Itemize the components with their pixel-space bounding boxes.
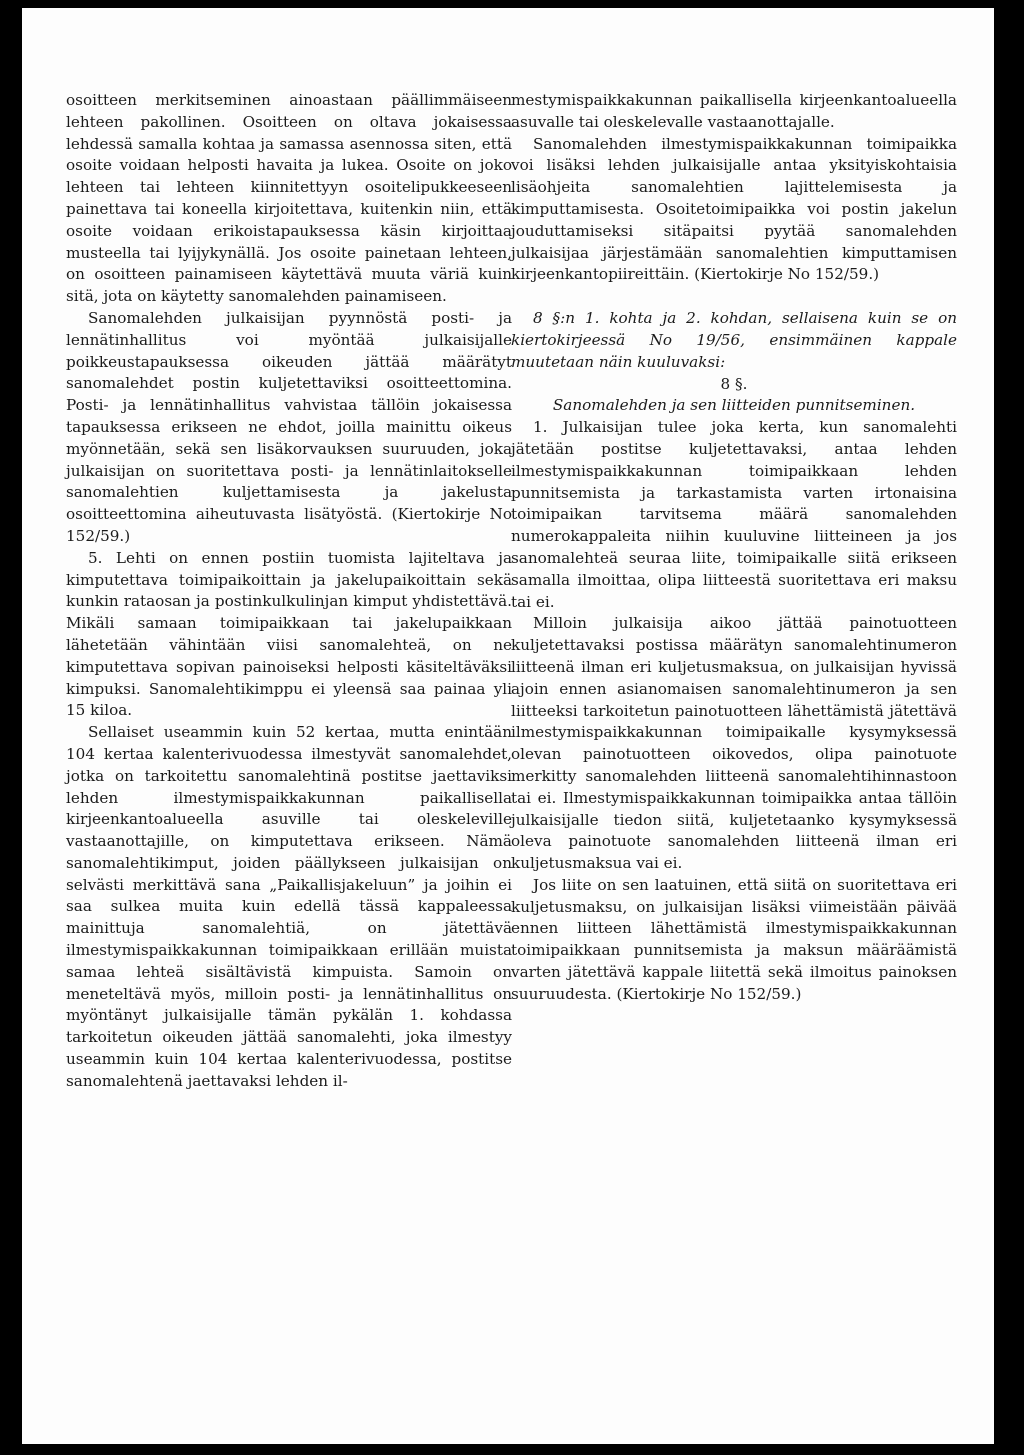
paragraph: osoitteen merkitseminen ainoastaan päällimmäiseen lehteen pakollinen. Osoitteen on oltava jokaisessa lehdessä samalla kohtaa ja samassa asennossa siten, että osoite voidaan helposti havaita ja lukea. Osoite on joko lehteen tai lehteen kiinnitettyyn osoitelipukkeeseen painettava tai koneella kirjoitettava, kuitenkin niin, että osoite voidaan erikoistapauksessa käsin kirjoittaa musteella tai lyijykynällä. Jos osoite painetaan lehteen, on osoitteen painamiseen käytettävä muuta väriä kuin sitä, jota on käytetty sanomalehden painamiseen. (66, 91, 512, 306)
section-number: 8 §. (720, 374, 748, 393)
right-column (511, 90, 957, 1006)
paragraph: Sanomalehden ilmestymispaikkakunnan toimipaikka voi lisäksi lehden julkaisijalle antaa yksityiskohtaisia lisäohjeita sanomalehtien lajittelemisesta ja kimputtamisesta. Osoitetoimipaikka voi postin jakelun jouduttamiseksi sitäpaitsi pyytää sanomalehden julkaisijaa järjestämään sanomalehtien kimputtamisen kirjeenkantopiireittäin. (Kiertokirje No 152/59.) (511, 134, 957, 284)
paragraph: Sanomalehden julkaisijan pyynnöstä posti- ja lennätinhallitus voi myöntää julkaisijalle poikkeustapauksessa oikeuden jättää määrätyt sanomalehdet postin kuljetettaviksi osoitteettomina. Posti- ja lennätinhallitus vahvistaa tällöin jokaisessa tapauksessa erikseen ne ehdot, joilla mainittu oikeus myönnetään, sekä sen lisäkorvauksen suuruuden, joka julkaisijan on suoritettava posti- ja lennätinlaitokselle sanomalehtien kuljettamisesta ja jakelusta osoitteettomina aiheutuvasta lisätyöstä. (Kiertokirje No 152/59.) (66, 308, 512, 545)
paragraph: Jos liite on sen laatuinen, että siitä on suoritettava eri kuljetusmaksu, on julkaisijan lisäksi viimeistään päivää ennen liitteen lähettämistä ilmestymispaikkakunnan toimipaikkaan punnitsemista ja maksun määräämistä varten jätettävä kappale liitettä sekä ilmoitus painoksen suuruudesta. (Kiertokirje No 152/59.) (511, 875, 957, 1003)
left-column (66, 90, 512, 1093)
paragraph: 1. Julkaisijan tulee joka kerta, kun sanomalehti jätetään postitse kuljetettavaksi, antaa lehden ilmestymispaikkakunnan toimipaikkaan lehden punnitsemista ja tarkastamista varten irtonaisina toimipaikan tarvitsema määrä sanomalehden numerokappaleita niihin kuuluvine liitteineen ja jos sanomalehteä seuraa liite, toimipaikalle siitä erikseen samalla ilmoittaa, olipa liitteestä suoritettava eri maksu tai ei. (511, 418, 957, 611)
amendment-note: 8 §:n 1. kohta ja 2. kohdan, sellaisena kuin se on kiertokirjeessä No 19/56, ensimmäinen kappale muutetaan näin kuuluvaksi: (511, 309, 957, 371)
paragraph: Sellaiset useammin kuin 52 kertaa, mutta enintään 104 kertaa kalenterivuodessa ilmestyvät sanomalehdet, jotka on tarkoitettu sanomalehtinä postitse jaettaviksi lehden ilmestymispaikkakunnan paikallisella kirjeenkantoalueella asuville tai oleskeleville vastaanottajille, on kimputettava erikseen. Nämä sanomalehtikimput, joiden päällykseen julkaisijan on selvästi merkittävä sana „Paikallisjakeluun” ja joihin ei saa sulkea muita kuin edellä tässä kappaleessa mainittuja sanomalehtiä, on jätettävä ilmestymispaikkakunnan toimipaikkaan erillään muista samaa lehteä sisältävistä kimpuista. Samoin on meneteltävä myös, milloin posti- ja lennätinhallitus on myöntänyt julkaisijalle tämän pykälän 1. kohdassa tarkoitetun oikeuden jättää sanomalehti, joka ilmestyy useammin kuin 104 kertaa kalenterivuodessa, postitse sanomalehtenä jaettavaksi lehden il- (66, 723, 512, 1090)
paragraph: 5. Lehti on ennen postiin tuomista lajiteltava ja kimputettava toimipaikoittain ja jakelupaikoittain sekä kunkin rataosan ja postinkulkulinjan kimput yhdistettävä. Mikäli samaan toimipaikkaan tai jakelupaikkaan lähetetään vähintään viisi sanomalehteä, on ne kimputettava sopivan painoiseksi helposti käsiteltäväksi kimpuksi. Sanomalehtikimppu ei yleensä saa painaa yli 15 kiloa. (66, 548, 512, 720)
paragraph: mestymispaikkakunnan paikallisella kirjeenkantoalueella asuvalle tai oleskelevalle vastaanottajalle. (511, 91, 957, 131)
paragraph: Milloin julkaisija aikoo jättää painotuotteen kuljetettavaksi postissa määrätyn sanomalehtinumeron liitteenä ilman eri kuljetusmaksua, on julkaisijan hyvissä ajoin ennen asianomaisen sanomalehtinumeron ja sen liitteeksi tarkoitetun painotuotteen lähettämistä jätettävä ilmestymispaikkakunnan toimipaikalle kysymyksessä olevan painotuotteen oikovedos, olipa painotuote merkitty sanomalehden liitteenä sanomalehtihinnastoon tai ei. Ilmestymispaikkakunnan toimipaikka antaa tällöin julkaisijalle tiedon siitä, kuljetetaanko kysymyksessä oleva painotuote sanomalehden liitteenä ilman eri kuljetusmaksua vai ei. (511, 614, 957, 873)
section-title: Sanomalehden ja sen liitteiden punnitseminen. (552, 396, 916, 415)
